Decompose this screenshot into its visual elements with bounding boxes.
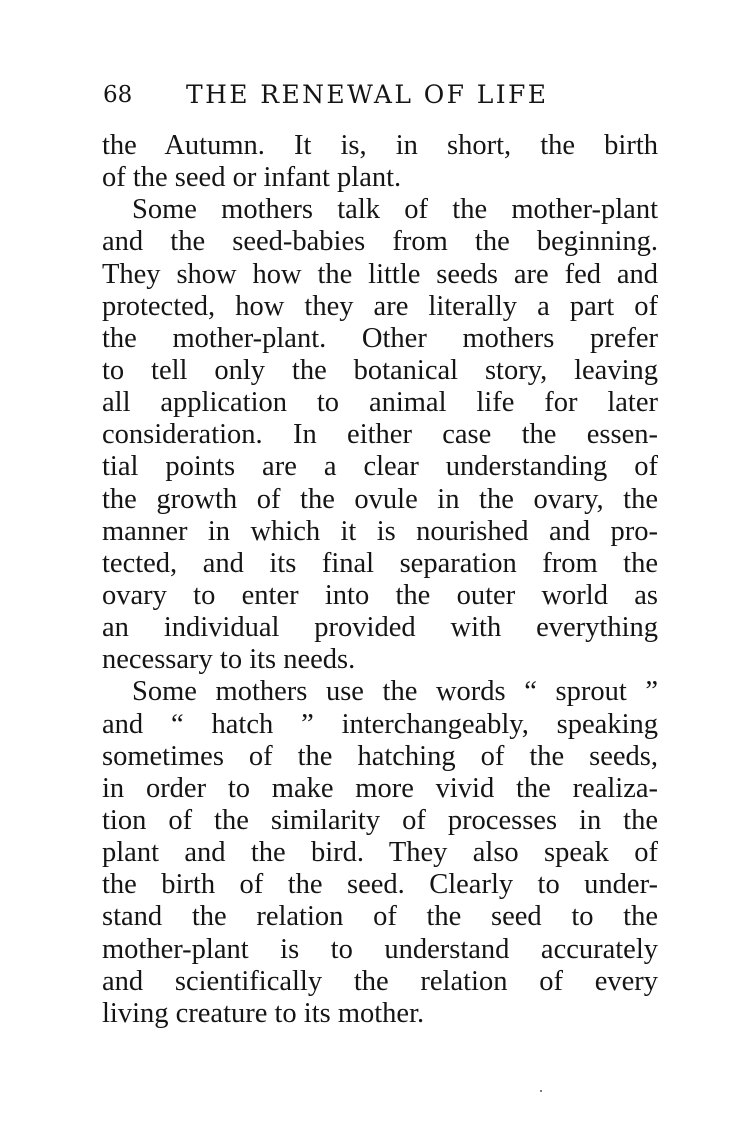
text-line: mother-plant is to understand accurately <box>102 933 658 965</box>
text-line: the growth of the ovule in the ovary, the <box>102 483 658 515</box>
text-line: and the seed-babies from the beginning. <box>102 226 658 258</box>
text-line: in order to make more vivid the realiza- <box>102 772 658 804</box>
body-text <box>102 130 658 1030</box>
text-line: plant and the bird. They also speak of <box>102 837 658 869</box>
text-line: of the seed or infant plant. <box>102 162 402 194</box>
text-line: tion of the similarity of processes in the <box>102 804 658 836</box>
text-line: protected, how they are literally a part of <box>102 290 658 322</box>
paragraph-first-line: Some mothers talk of the mother-plant <box>132 194 658 226</box>
paper-speck <box>540 1090 542 1092</box>
text-line: consideration. In either case the essen- <box>102 419 658 451</box>
running-head <box>103 78 663 114</box>
running-title: THE RENEWAL OF LIFE <box>186 80 549 109</box>
text-line: stand the relation of the seed to the <box>102 901 658 933</box>
text-line: sometimes of the hatching of the seeds, <box>102 740 658 772</box>
text-line: tial points are a clear understanding of <box>102 451 658 483</box>
text-line: and “ hatch ” interchangeably, speaking <box>102 708 658 740</box>
text-line: tected, and its final separation from the <box>102 547 658 579</box>
text-line: necessary to its needs. <box>102 644 356 676</box>
text-line: the Autumn. It is, in short, the birth <box>102 130 658 161</box>
text-line: ovary to enter into the outer world as <box>102 579 658 611</box>
text-line: an individual provided with everything <box>102 612 658 644</box>
text-line: manner in which it is nourished and pro- <box>102 515 658 547</box>
text-line: and scientifically the relation of every <box>102 965 658 997</box>
page-number: 68 <box>103 82 133 108</box>
text-line: to tell only the botanical story, leaving <box>102 354 658 386</box>
text-line: the birth of the seed. Clearly to under- <box>102 869 658 901</box>
paragraph-first-line: Some mothers use the words “ sprout ” <box>132 676 658 708</box>
text-line: the mother-plant. Other mothers prefer <box>102 322 658 354</box>
text-line: living creature to its mother. <box>102 997 425 1029</box>
text-line: They show how the little seeds are fed and <box>102 258 658 290</box>
text-line: all application to animal life for later <box>102 387 658 419</box>
